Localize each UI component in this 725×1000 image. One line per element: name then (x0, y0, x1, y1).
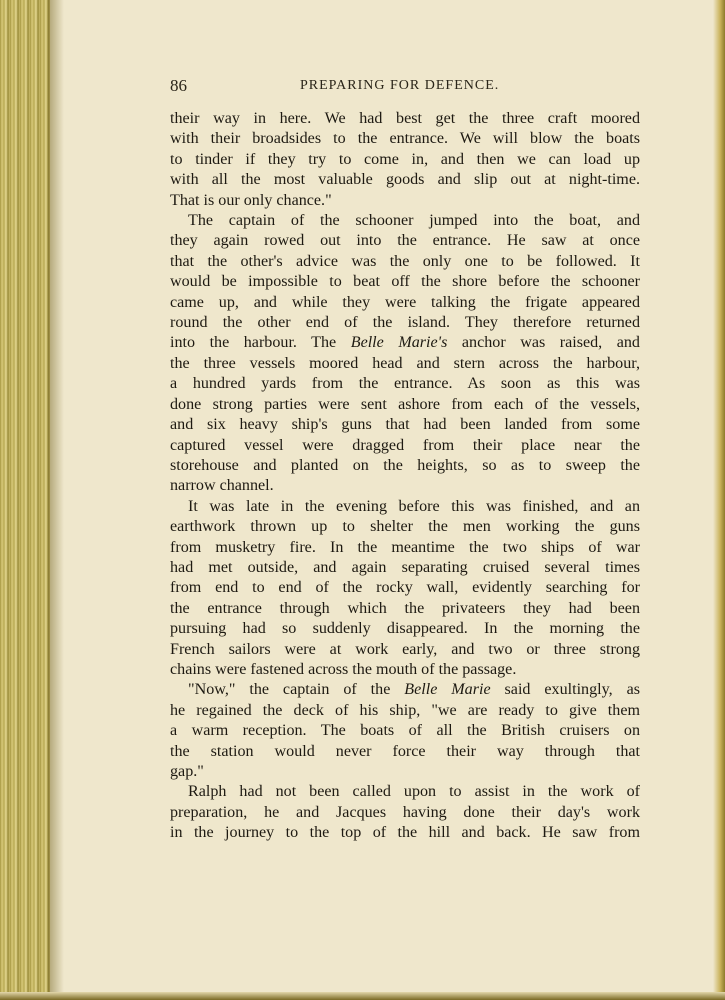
page-right-edge (713, 0, 725, 1000)
text-line: with all the most valuable goods and slip out at night-time. (170, 171, 640, 189)
text-line: gap." (170, 763, 204, 780)
gutter-shadow (48, 0, 64, 1000)
text-line: the station would never force their way through that (170, 742, 640, 760)
page-number: 86 (170, 76, 187, 95)
page-header (170, 76, 640, 100)
text-line: a warm reception. The boats of all the British cruisers on (170, 722, 640, 740)
ship-name: Belle Marie (404, 681, 491, 699)
text-line: they again rowed out into the entrance. He saw at once (170, 232, 640, 250)
text-line: preparation, he and Jacques having done their day's work (170, 803, 640, 821)
text-line: had met outside, and again separating cruised several times (170, 558, 640, 576)
text-line: earthwork thrown up to shelter the men working the guns (170, 518, 640, 536)
text-fragment: anchor was raised, and (447, 334, 640, 352)
text-line: from end to end of the rocky wall, evidently searching for (170, 579, 640, 597)
text-line: Ralph had not been called upon to assist in the work of (188, 783, 640, 801)
text-line: storehouse and planted on the heights, so as to sweep the (170, 456, 640, 474)
text-line: in the journey to the top of the hill and back. He saw from (170, 824, 640, 842)
text-line: he regained the deck of his ship, "we are ready to give them (170, 701, 640, 719)
text-line: It was late in the evening before this was finished, and an (188, 497, 640, 515)
text-line: came up, and while they were talking the frigate appeared (170, 293, 640, 311)
text-line: chains were fastened across the mouth of the passage. (170, 660, 517, 678)
book-spine-edge (0, 0, 50, 1000)
page-bottom-edge (0, 992, 725, 1000)
text-line: the entrance through which the privateers they had been (170, 599, 640, 617)
text-line: The captain of the schooner jumped into the boat, and (188, 212, 640, 230)
text-line: a hundred yards from the entrance. As soon as this was (170, 375, 640, 393)
text-line: and six heavy ship's guns that had been landed from some (170, 416, 640, 434)
running-head: PREPARING FOR DEFENCE. (300, 78, 500, 93)
text-line: with their broadsides to the entrance. We will blow the boats (170, 130, 640, 148)
text-line: the three vessels moored head and stern across the harbour, (170, 354, 640, 372)
text-line: done strong parties were sent ashore from each of the vessels, (170, 395, 640, 413)
text-line: that the other's advice was the only one to be followed. It (170, 252, 640, 270)
text-line: round the other end of the island. They therefore returned (170, 314, 640, 332)
text-line: their way in here. We had best get the three craft moored (170, 110, 640, 127)
text-line: pursuing had so suddenly disappeared. In the morning the (170, 620, 640, 638)
text-line (170, 333, 640, 353)
ship-name: Belle Marie's (350, 334, 448, 352)
text-line (170, 680, 640, 700)
text-line: would be impossible to beat off the shore before the schooner (170, 273, 640, 291)
text-line: from musketry fire. In the meantime the two ships of war (170, 538, 640, 556)
text-line: to tinder if they try to come in, and then we can load up (170, 150, 640, 168)
text-fragment: said exultingly, as (490, 681, 640, 699)
body-text (170, 109, 640, 844)
text-line: French sailors were at work early, and two or three strong (170, 640, 640, 658)
text-line: narrow channel. (170, 477, 274, 495)
text-fragment: into the harbour. The (170, 334, 351, 352)
text-line: That is our only chance." (170, 191, 332, 209)
text-line: captured vessel were dragged from their place near the (170, 436, 640, 454)
text-fragment: "Now," the captain of the (188, 681, 405, 699)
